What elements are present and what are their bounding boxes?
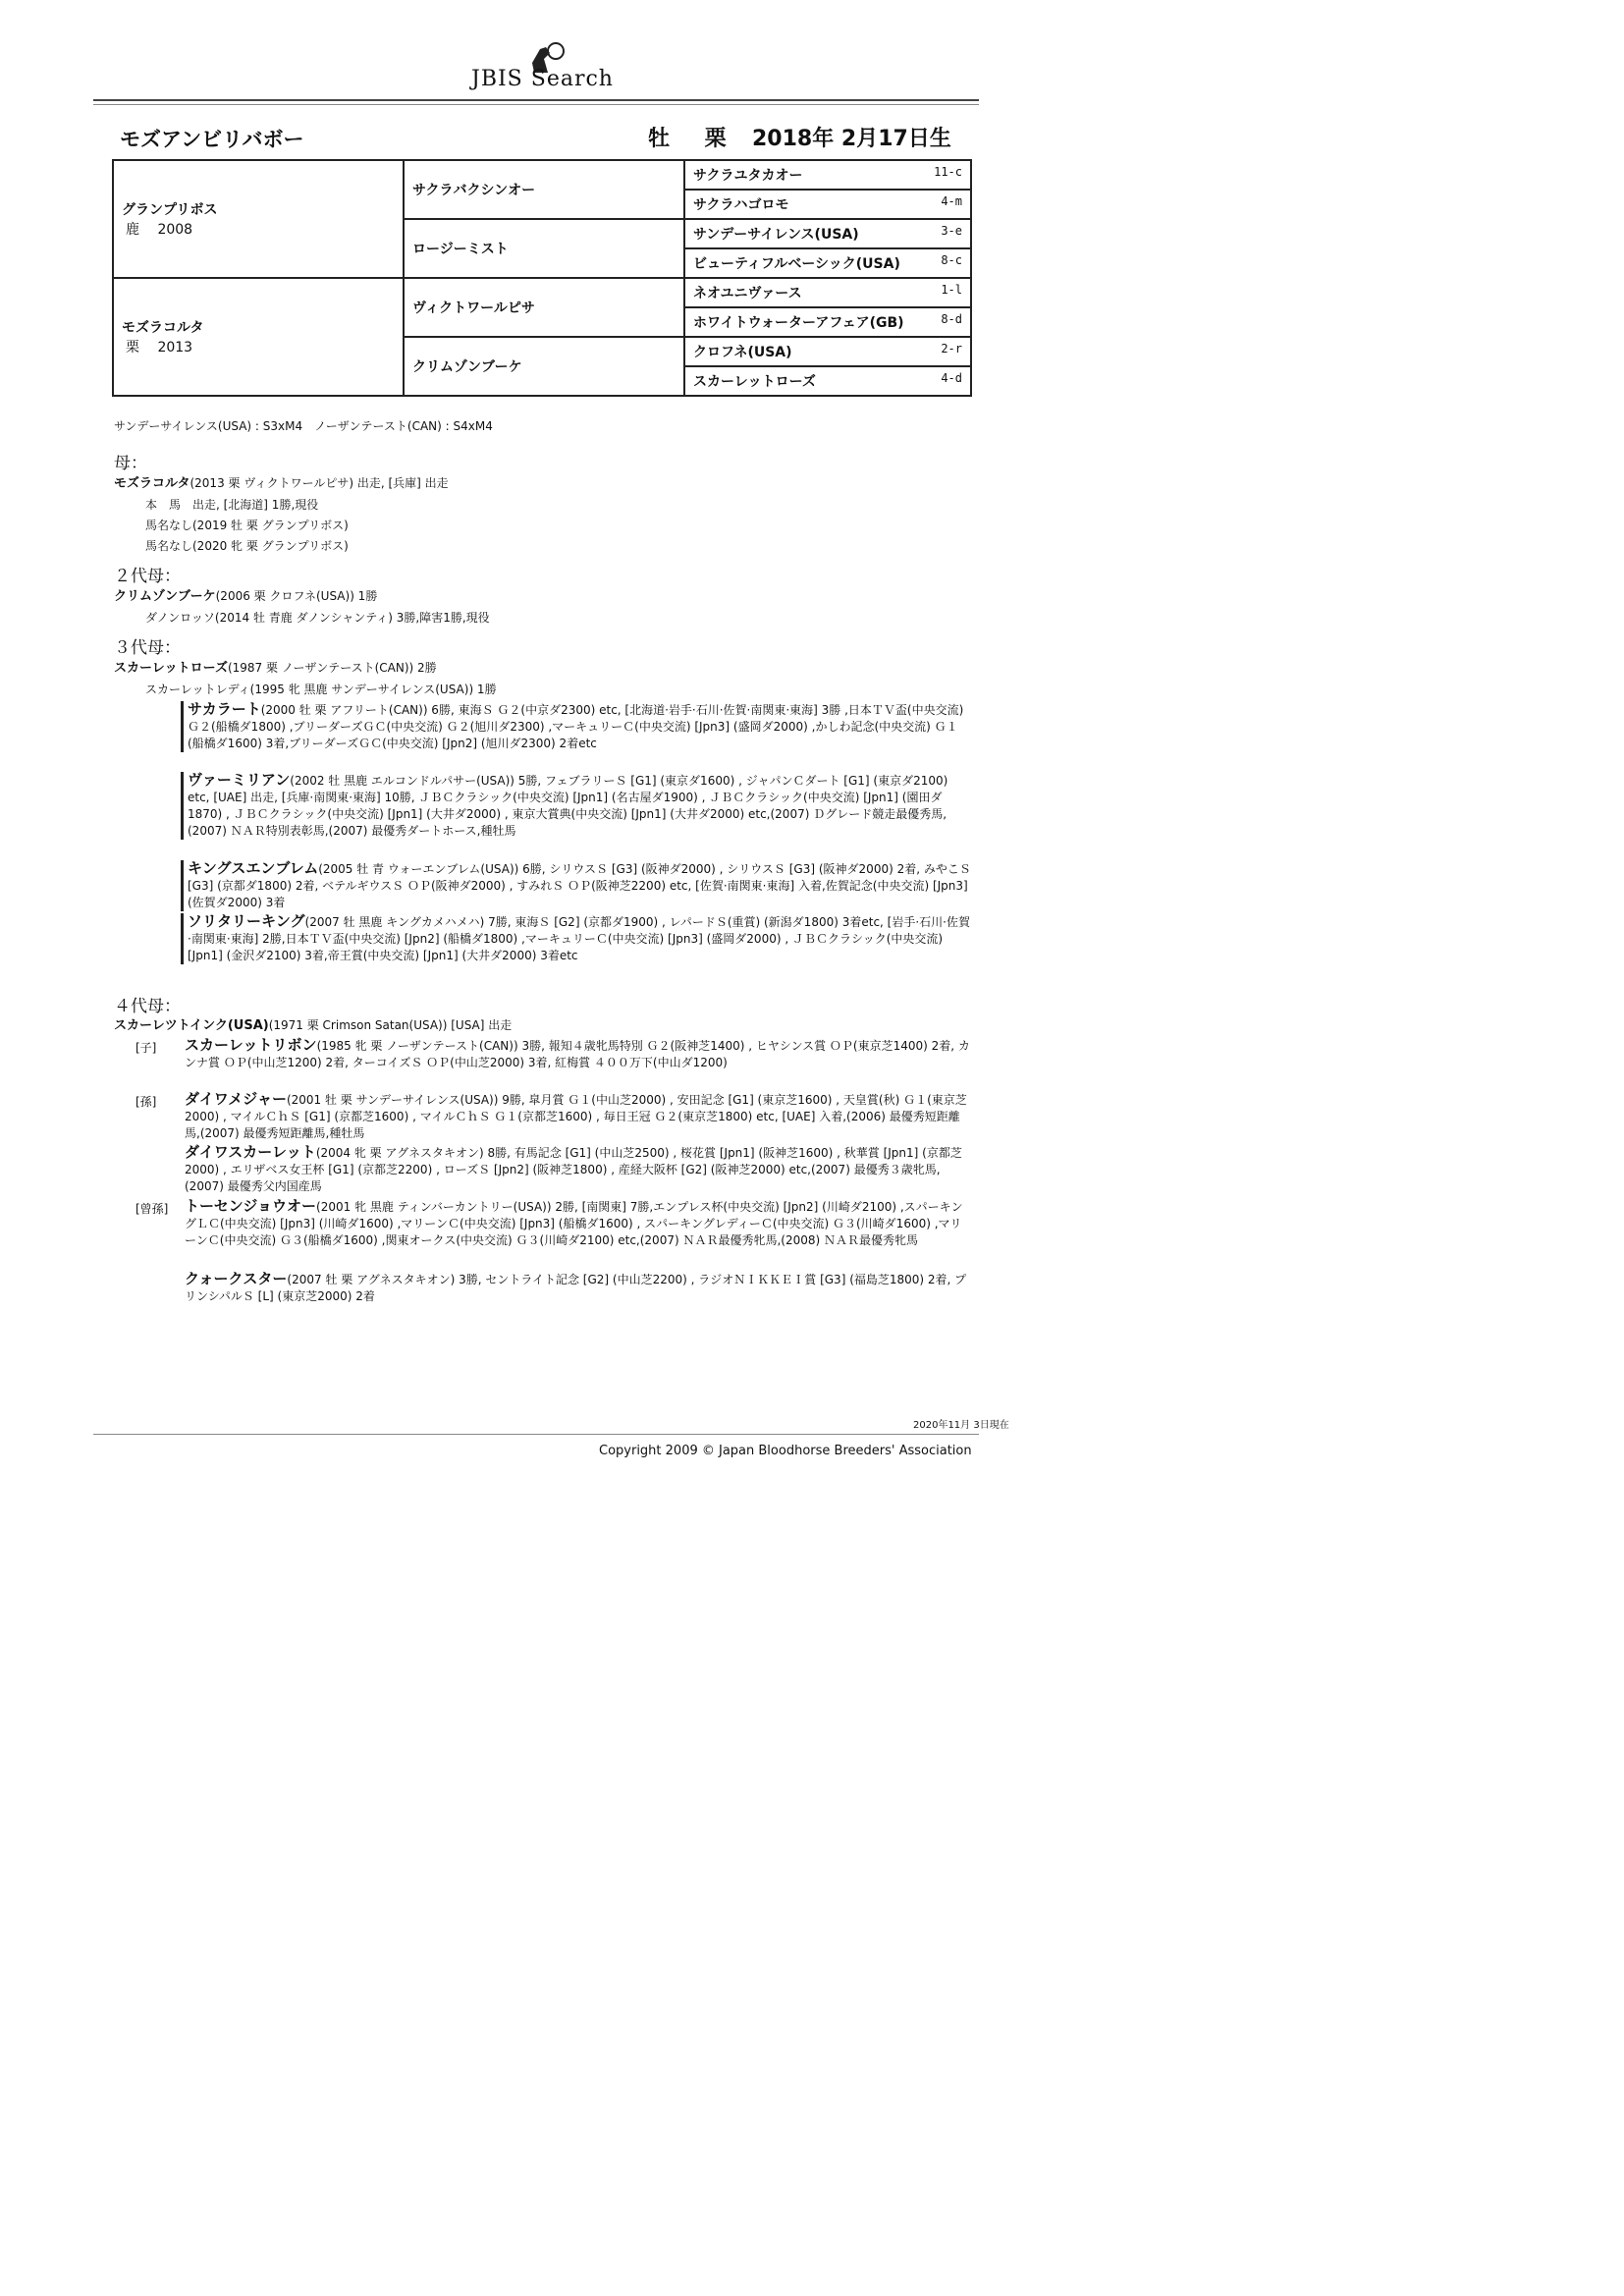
pedigree-gen2-cell: サクラバクシンオー	[404, 160, 684, 219]
family-code: 4-m	[941, 194, 962, 208]
pedigree-gen3-cell	[684, 190, 971, 219]
sire-info: 鹿 2008	[126, 222, 193, 238]
mother-line	[114, 475, 449, 492]
as-of-date: 2020年11月 3日現在	[913, 1420, 1009, 1431]
progeny-record: (2001 牡 栗 サンデーサイレンス(USA)) 9勝, 皐月賞 Ｇ１(中山芝2000) , 安田記念 [G1] (東京芝1600) , 天皇賞(秋) Ｇ１(東京芝2000) , マイルＣｈＳ [G1] (京都芝1600) , マイルＣｈＳ Ｇ１(京都芝1600) , 毎日王冠 Ｇ２(東京芝1800) etc, [UAE] 入着,(2006) 最優秀短距離馬,(2007) 最優秀短距離馬,種牡馬	[185, 1093, 967, 1140]
section-gen3-title: ３代母：	[114, 638, 181, 658]
gen2dam-child: ダノンロッソ(2014 牡 青鹿 ダノンシャンティ) 3勝,障害1勝,現役	[145, 611, 490, 625]
inbreeding-note: サンデーサイレンス(USA) : S3xM4 ノーザンテースト(CAN) : S4xM4	[114, 419, 493, 433]
sire-name: グランプリボス	[122, 202, 218, 218]
progeny-record: (2005 牡 青 ウォーエンブレム(USA)) 6勝, シリウスＳ [G3] (阪神ダ2000) , シリウスＳ [G3] (阪神ダ2000) 2着, みやこＳ [G3] (京都ダ1800) 2着, ベテルギウスＳ ＯＰ(阪神ダ2000) , すみれＳ ＯＰ(阪神芝2200) etc, [佐賀·南関東·東海] 入着,佐賀記念(中央交流) [Jpn3] (佐賀ダ2000) 3着	[188, 862, 971, 909]
jbis-logo	[461, 39, 638, 98]
gen3-name: クロフネ(USA)	[693, 345, 792, 360]
progeny-record: (2002 牡 黒鹿 エルコンドルパサー(USA)) 5勝, フェブラリーＳ [G1] (東京ダ1600) , ジャパンＣダート [G1] (東京ダ2100) etc, [UAE] 出走, [兵庫·南関東·東海] 10勝, ＪＢＣクラシック(中央交流) [Jpn1] (名古屋ダ1900) , ＪＢＣクラシック(中央交流) [Jpn1] (園田ダ1870) , ＪＢＣクラシック(中央交流) [Jpn1] (大井ダ2000) , 東京大賞典(中央交流) [Jpn1] (大井ダ2000) etc,(2007) Ｄグレード競走最優秀馬,(2007) ＮＡＲ特別表彰馬,(2007) 最優秀ダートホース,種牡馬	[188, 774, 948, 838]
pedigree-gen3-cell	[684, 160, 971, 190]
dam-name: モズラコルタ	[122, 320, 204, 336]
progeny-record: (2007 牡 栗 アグネスタキオン) 3勝, セントライト記念 [G2] (中山芝2200) , ラジオＮＩＫＫＥＩ賞 [G3] (福島芝1800) 2着, プリンシパルＳ [L] (東京芝2000) 2着	[185, 1273, 967, 1303]
progeny-name: キングスエンブレム	[188, 859, 319, 877]
pedigree-gen2-cell: ヴィクトワールピサ	[404, 278, 684, 337]
family-code: 8-d	[941, 312, 962, 326]
section-mother-title: 母：	[114, 454, 147, 473]
family-code: 11-c	[934, 165, 962, 179]
gen3-name: スカーレットローズ	[693, 374, 816, 390]
relation-tag: [孫]	[135, 1095, 157, 1109]
gen3-name: サクラユタカオー	[693, 168, 803, 184]
mother-child: 馬名なし(2019 牡 栗 グランプリボス)	[145, 519, 349, 532]
pedigree-gen3-cell	[684, 337, 971, 366]
pedigree-sire	[113, 160, 404, 278]
relation-tag: [曾孫]	[135, 1202, 169, 1216]
progeny-name: クォークスター	[185, 1270, 288, 1287]
gen2dam-line	[114, 588, 377, 605]
progeny-record: (2001 牝 黒鹿 ティンバーカントリー(USA)) 2勝, [南関東] 7勝,エンプレス杯(中央交流) [Jpn2] (川崎ダ2100) ,スパーキングＬＣ(中央交流) [Jpn3] (川崎ダ1600) ,マリーンＣ(中央交流) [Jpn3] (船橋ダ1600) , スパーキングレディーＣ(中央交流) Ｇ３(川崎ダ1600) ,マリーンＣ(中央交流) Ｇ３(船橋ダ1600) ,関東オークス(中央交流) Ｇ３(川崎ダ2100) etc,(2007) ＮＡＲ最優秀牝馬,(2008) ＮＡＲ最優秀牝馬	[185, 1200, 963, 1247]
progeny-name: サカラート	[188, 700, 261, 718]
family-code: 1-l	[941, 283, 962, 297]
progeny-name: トーセンジョウオー	[185, 1197, 317, 1215]
gen2dam-detail: (2006 栗 クロフネ(USA)) 1勝	[215, 589, 378, 603]
gen3-name: サンデーサイレンス(USA)	[693, 227, 859, 243]
progeny-record: (2004 牝 栗 アグネスタキオン) 8勝, 有馬記念 [G1] (中山芝2500) , 桜花賞 [Jpn1] (阪神芝1600) , 秋華賞 [Jpn1] (京都芝2000) , エリザベス女王杯 [G1] (京都芝2200) , ローズＳ [Jpn2] (阪神芝1800) , 産経大阪杯 [G2] (阪神芝2000) etc,(2007) 最優秀３歳牝馬,(2007) 最優秀父内国産馬	[185, 1146, 962, 1193]
gen3-name: ホワイトウォーターアフェア(GB)	[693, 315, 904, 331]
footer-rule	[93, 1434, 979, 1435]
mother-detail: (2013 栗 ヴィクトワールピサ) 出走, [兵庫] 出走	[189, 476, 449, 490]
progeny-name: ダイワスカーレット	[185, 1143, 316, 1161]
gen3dam-name: スカーレットローズ	[114, 661, 228, 676]
horse-sex-color: 牡 栗	[648, 127, 740, 151]
mother-child: 馬名なし(2020 牝 栗 グランプリボス)	[145, 539, 349, 553]
progeny-record: (2000 牡 栗 アフリート(CAN)) 6勝, 東海Ｓ Ｇ２(中京ダ2300) etc, [北海道·岩手·石川·佐賀·南関東·東海] 3勝 ,日本ＴＶ盃(中央交流) Ｇ２(船橋ダ1800) ,ブリーダーズＧＣ(中央交流) Ｇ２(旭川ダ2300) ,マーキュリーＣ(中央交流) [Jpn3] (盛岡ダ2000) ,かしわ記念(中央交流) Ｇ１(船橋ダ1600) 3着,ブリーダーズＧＣ(中央交流) [Jpn2] (旭川ダ2300) 2着etc	[188, 703, 964, 750]
gen3dam-detail: (1987 栗 ノーザンテースト(CAN)) 2勝	[227, 661, 437, 675]
relation-tag: [子]	[135, 1041, 157, 1055]
header-rule	[93, 99, 979, 101]
gen4dam-line	[114, 1017, 512, 1034]
progeny-record: (1985 牝 栗 ノーザンテースト(CAN)) 3勝, 報知４歳牝馬特別 Ｇ２(阪神芝1400) , ヒヤシンス賞 ＯＰ(東京芝1400) 2着, カンナ賞 ＯＰ(中山芝1200) 2着, ターコイズＳ ＯＰ(中山芝2000) 3着, 紅梅賞 ４００万下(中山ダ1200)	[185, 1039, 970, 1069]
pedigree-gen3-cell	[684, 307, 971, 337]
progeny-entry	[181, 1144, 970, 1195]
horse-birth-date: 2018年 2月17日生	[752, 127, 951, 151]
progeny-name: ヴァーミリアン	[188, 771, 291, 789]
mother-name: モズラコルタ	[114, 476, 190, 491]
progeny-entry	[181, 913, 973, 964]
pedigree-dam	[113, 278, 404, 396]
progeny-name: スカーレットリボン	[185, 1036, 317, 1054]
pedigree-gen2-cell: クリムゾンブーケ	[404, 337, 684, 396]
pedigree-gen3-cell	[684, 366, 971, 396]
gen4dam-detail: (1971 栗 Crimson Satan(USA)) [USA] 出走	[268, 1018, 513, 1032]
section-gen2-title: ２代母：	[114, 567, 181, 586]
dam-info: 栗 2013	[126, 340, 193, 355]
progeny-entry	[181, 1271, 970, 1305]
progeny-entry	[181, 772, 973, 840]
pedigree-gen3-cell	[684, 248, 971, 278]
family-code: 2-r	[941, 342, 962, 355]
progeny-entry	[181, 860, 973, 911]
gen3dam-child: スカーレットレディ(1995 牝 黒鹿 サンデーサイレンス(USA)) 1勝	[145, 683, 497, 696]
gen4dam-name: スカーレツトインク(USA)	[114, 1018, 269, 1033]
progeny-entry	[181, 1037, 970, 1071]
gen2dam-name: クリムゾンブーケ	[114, 589, 216, 604]
progeny-entry	[181, 1091, 970, 1142]
pedigree-gen3-cell	[684, 278, 971, 307]
header-rule-thin	[93, 104, 979, 105]
copyright: Copyright 2009 © Japan Bloodhorse Breeders' Association	[599, 1444, 972, 1458]
gen3-name: サクラハゴロモ	[693, 197, 789, 213]
gen3-name: ビューティフルベーシック(USA)	[693, 256, 900, 272]
progeny-entry	[181, 701, 973, 752]
gen3dam-line	[114, 660, 437, 677]
family-code: 8-c	[941, 253, 962, 267]
family-code: 4-d	[941, 371, 962, 385]
mother-child: 本 馬 出走, [北海道] 1勝,現役	[145, 498, 319, 512]
progeny-name: ダイワメジャー	[185, 1090, 287, 1108]
pedigree-gen2-cell: ロージーミスト	[404, 219, 684, 278]
section-gen4-title: ４代母：	[114, 997, 181, 1016]
progeny-name: ソリタリーキング	[188, 912, 305, 930]
progeny-entry	[181, 1198, 970, 1249]
logo-text: JBIS Search	[471, 67, 614, 91]
gen3-name: ネオユニヴァース	[693, 286, 802, 301]
progeny-record: (2007 牡 黒鹿 キングカメハメハ) 7勝, 東海Ｓ [G2] (京都ダ1900) , レパードＳ(重賞) (新潟ダ1800) 3着etc, [岩手·石川·佐賀·南関東·東海] 2勝,日本ＴＶ盃(中央交流) [Jpn2] (船橋ダ1800) ,マーキュリーＣ(中央交流) [Jpn3] (盛岡ダ2000) , ＪＢＣクラシック(中央交流) [Jpn1] (金沢ダ2100) 3着,帝王賞(中央交流) [Jpn1] (大井ダ2000) 3着etc	[188, 915, 970, 962]
pedigree-table	[112, 159, 972, 397]
pedigree-gen3-cell	[684, 219, 971, 248]
horse-name: モズアンビリバボー	[120, 128, 304, 151]
family-code: 3-e	[941, 224, 962, 238]
